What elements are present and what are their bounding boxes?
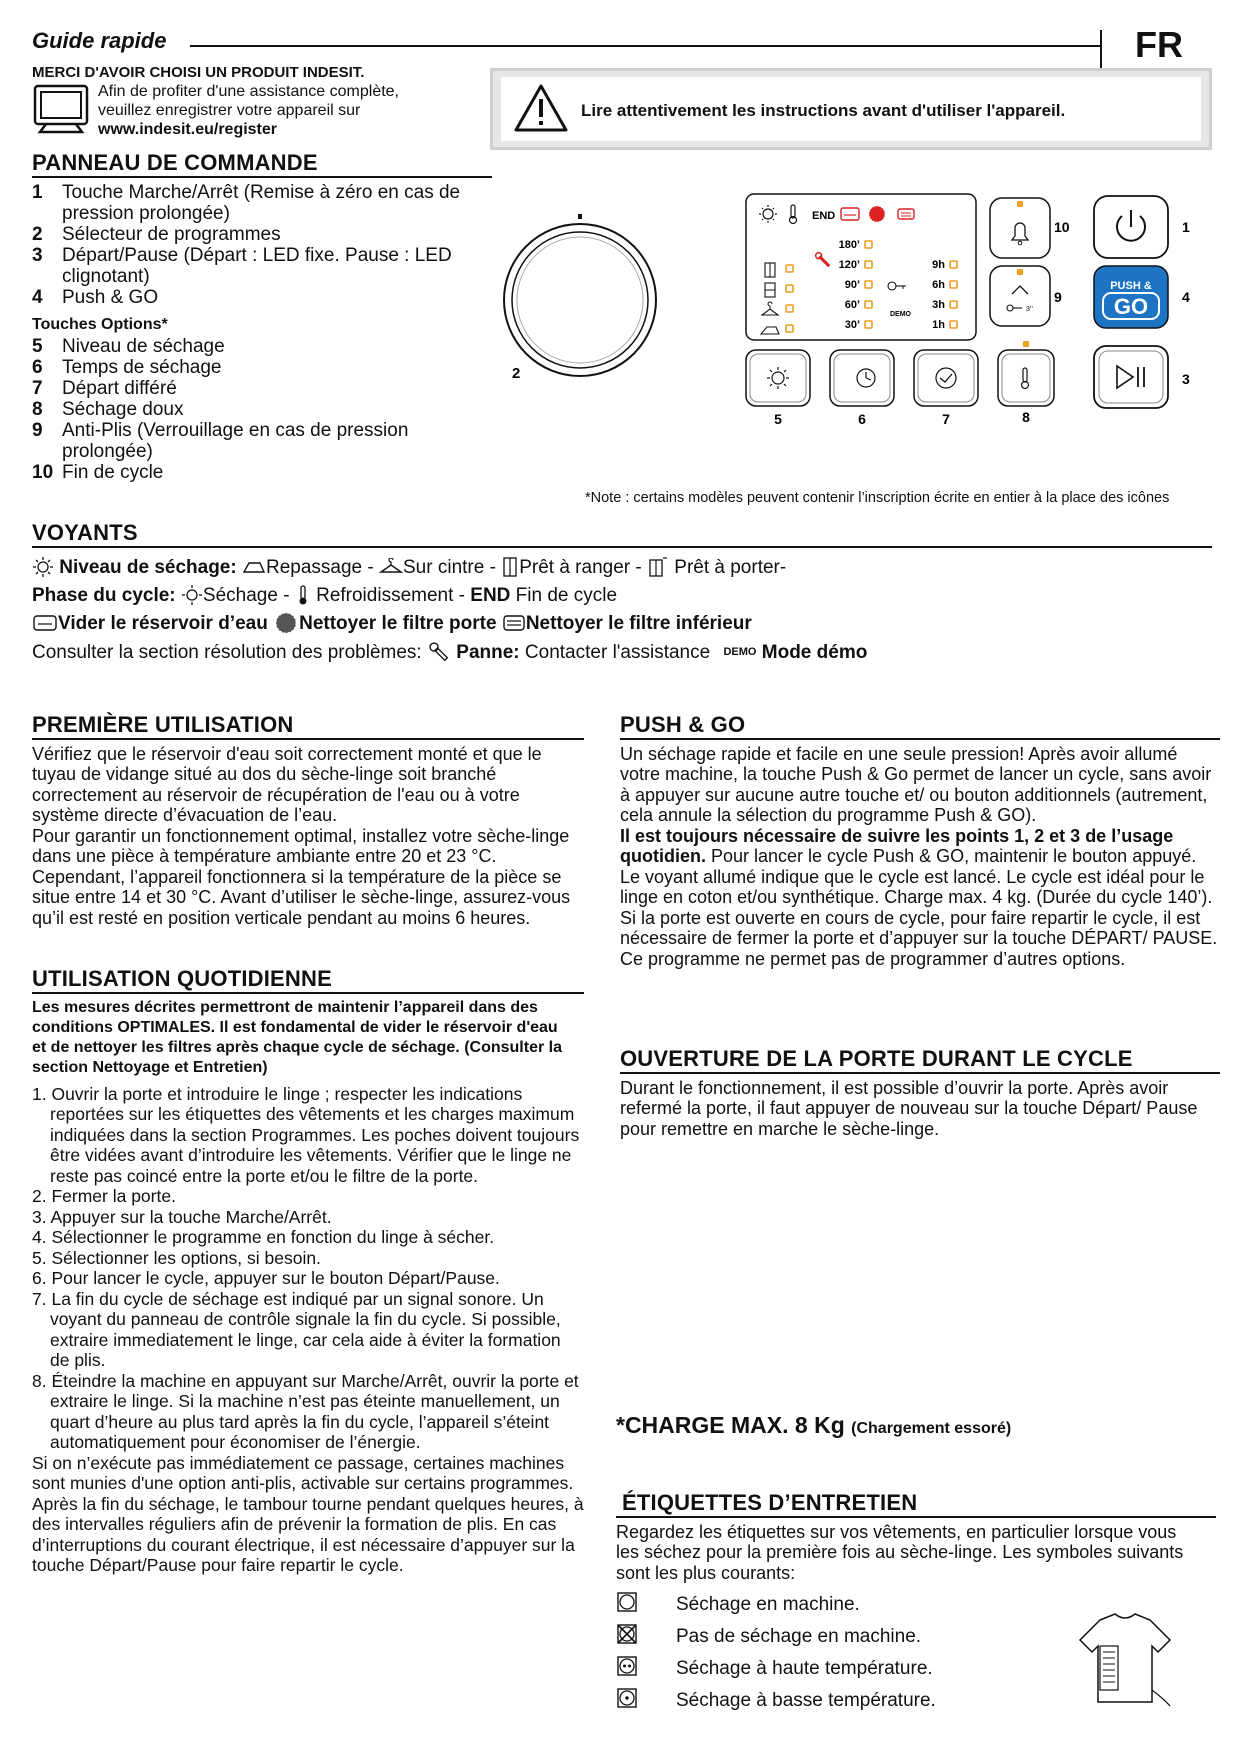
- end-of-cycle-button[interactable]: [990, 198, 1050, 258]
- voyant-ironing: Repassage -: [265, 556, 374, 578]
- delay-start-button[interactable]: [914, 350, 978, 406]
- premiere-title: PREMIÈRE UTILISATION: [32, 712, 294, 737]
- warning-text: Lire attentivement les instructions avant d'utiliser l'appareil.: [581, 101, 1066, 120]
- callout-1: 1: [1182, 219, 1190, 235]
- panne-label: Panne:: [456, 641, 520, 663]
- low-temp-dry-icon: [616, 1687, 638, 1709]
- tumble-dry-icon: [616, 1591, 638, 1613]
- ready-to-wear-icon: [647, 556, 669, 578]
- quotidienne-rule: [32, 992, 584, 994]
- porte-title: OUVERTURE DE LA PORTE DURANT LE CYCLE: [620, 1046, 1133, 1071]
- list-item: 3. Appuyer sur la touche Marche/Arrêt.: [32, 1206, 332, 1227]
- drying-icon: [181, 584, 203, 606]
- register-line-1: Afin de profiter d'une assistance complète,: [98, 83, 399, 100]
- end-indicator: END: [812, 210, 836, 222]
- page-title: Guide rapide: [32, 28, 167, 53]
- voyant-wear: Prêt à porter-: [674, 556, 787, 578]
- list-item: 7 Départ différé: [32, 377, 177, 399]
- list-item: 5 Niveau de séchage: [32, 335, 225, 357]
- voyant-store: Prêt à ranger -: [519, 556, 642, 578]
- quotidienne-outro: Si on n’exécute pas immédiatement ce passage, certaines machines sont munies d'une option anti-plis, activable sur certains programmes. Après la fin du séchage, le tambour tourne pendant quelques heures, à des intervalles réguliers afin de prévenir la formation de plis. En cas d’interruptions du courant électrique, il est nécessaire d’appuyer sur la touche Départ/Pause pour faire repartir le cycle.: [32, 1452, 584, 1575]
- end-tag: END: [470, 584, 511, 606]
- callout-3: 3: [1182, 371, 1190, 387]
- ready-to-store-icon: [501, 556, 519, 578]
- list-item: 4. Sélectionner le programme en fonction du linge à sécher.: [32, 1227, 495, 1247]
- wrench-icon: [427, 640, 451, 664]
- porte-p: Durant le fonctionnement, il est possible d’ouvrir la porte. Après avoir refermé la porte, il faut appuyer de nouveau sur la touche Départ/ Pause pour remettre en marche le sèche-linge.: [620, 1077, 1198, 1139]
- callout-9: 9: [1054, 289, 1062, 305]
- start-pause-button[interactable]: [1094, 346, 1168, 408]
- premiere-p1: Vérifiez que le réservoir d'eau soit correctement monté et que le tuyau de vidange situé au dos du sèche-linge soit branché correctement au réservoir de récupération de l'eau ou à votre système directe d’évacuation de l’eau.: [32, 743, 542, 825]
- voyant-end: Fin de cycle: [515, 584, 618, 606]
- time-180: 180’: [838, 239, 860, 251]
- quotidienne-intro: Les mesures décrites permettront de maintenir l’appareil dans des conditions OPTIMALES. Il est fondamental de vider le réservoir d'eau et de nettoyer les filtres après chaque cycle de séchage. (Consulter la section Nettoyage et Entretien): [32, 998, 562, 1076]
- voyants-line-4: [32, 638, 1212, 667]
- list-item: 2. Fermer la porte.: [32, 1186, 176, 1206]
- list-item: Séchage à basse température.: [616, 1685, 1216, 1717]
- hour-9: 9h: [932, 259, 945, 271]
- quotidienne-steps: [32, 1084, 584, 1453]
- list-item: 7. La fin du cycle de séchage est indiqué par un signal sonore. Un voyant du panneau de contrôle signale la fin du cycle. Si possible, extraire immediatement le linge, car cela aide à éviter la formation de plis.: [32, 1288, 561, 1370]
- water-tank-icon: [32, 614, 58, 632]
- premiere-rule: [32, 738, 584, 740]
- etiquettes-p: Regardez les étiquettes sur vos vêtements, en particulier lorsque vous les séchez pour la première fois au sèche-linge. Les symboles suivants sont les plus courants:: [616, 1521, 1184, 1583]
- max-load-sub: (Chargement essoré): [851, 1420, 1012, 1437]
- push-and-go-button[interactable]: [1094, 266, 1168, 328]
- voyant-hanger: Sur cintre -: [403, 556, 496, 578]
- quotidienne-section: [32, 966, 584, 1576]
- voyants-line-2: [32, 582, 1212, 610]
- list-item: 5. Sélectionner les options, si besoin.: [32, 1247, 321, 1268]
- voyant-lower-filter: Nettoyer le filtre inférieur: [525, 612, 752, 634]
- hour-3: 3h: [932, 299, 945, 311]
- register-block: [98, 82, 399, 139]
- hour-6: 6h: [932, 279, 945, 291]
- iron-icon: [242, 558, 266, 576]
- voyants-section: [32, 520, 1212, 667]
- list-item: 1 Touche Marche/Arrêt (Remise à zéro en cas de pression prolongée): [32, 181, 461, 224]
- callout-10: 10: [1054, 219, 1070, 235]
- voyant-drying: Séchage -: [202, 584, 290, 606]
- door-filter-icon: [869, 206, 885, 222]
- callout-5: 5: [774, 411, 782, 427]
- door-filter-icon: [273, 611, 299, 635]
- header-separator: [1100, 30, 1102, 70]
- demo-tag: DEMO: [723, 645, 757, 658]
- pushgo-p1: Un séchage rapide et facile en une seule pression! Après avoir allumé votre machine, la touche Push & Go permet de lancer un cycle, sans avoir à appuyer sur aucune autre touche et/ ou bouton additionnels (autrement, cela annule la sélection du programme Push & GO).: [620, 743, 1212, 825]
- demo-mode-label: Mode démo: [761, 641, 868, 663]
- anti-crease-button[interactable]: [990, 266, 1050, 326]
- tshirt-label-icon: [1070, 1610, 1180, 1710]
- hanger-icon: [379, 558, 403, 576]
- pushgo-p3: Si la porte est ouverte en cours de cycle, pour faire repartir le cycle, il est nécessaire de fermer la porte et d’appuyer sur la touche DÉPART/ PAUSE. Ce programme ne permet pas de programmer d’autres options.: [620, 907, 1218, 969]
- voyants-line-3: [32, 610, 1212, 638]
- language-code: FR: [1135, 24, 1183, 65]
- porte-rule: [620, 1072, 1220, 1074]
- list-item: 6 Temps de séchage: [32, 356, 222, 378]
- icons-note: *Note : certains modèles peuvent contenir l’inscription écrite en entier à la place des icônes: [585, 490, 1170, 506]
- callout-4: 4: [1182, 289, 1190, 305]
- monitor-icon: [32, 84, 90, 134]
- pushgo-p2-bold: Il est toujours nécessaire de suivre les points 1, 2 et 3 de l’usage quotidien.: [620, 825, 1174, 866]
- options-list: [32, 336, 492, 483]
- no-tumble-dry-icon: [616, 1623, 638, 1645]
- max-load: [616, 1412, 1011, 1439]
- lower-filter-icon: [502, 614, 526, 632]
- voyants-line-1: [32, 554, 1212, 582]
- push-go-top-label: PUSH &: [1110, 280, 1152, 292]
- list-item: 2 Sélecteur de programmes: [32, 223, 281, 245]
- quotidienne-title: UTILISATION QUOTIDIENNE: [32, 966, 332, 991]
- voyants-title: VOYANTS: [32, 520, 138, 545]
- time-120: 120’: [838, 259, 860, 271]
- time-60: 60’: [844, 299, 860, 311]
- header-rule: [190, 45, 1100, 47]
- warning-box: [490, 68, 1212, 150]
- premiere-p2: Pour garantir un fonctionnement optimal, installez votre sèche-linge dans une pièce à température ambiante entre 20 et 23 °C. Cependant, l’appareil fonctionnera si la température de la pièce se situe entre 14 et 30 °C. Avant d’utiliser le sèche-linge, assurez-vous qu’il est resté en position verticale pendant au moins 6 heures.: [32, 825, 571, 928]
- power-button[interactable]: [1094, 196, 1168, 258]
- contact-support-text: Contacter l'assistance: [524, 641, 711, 663]
- cooling-icon: [295, 584, 311, 606]
- drying-time-button[interactable]: [830, 350, 894, 406]
- list-item: 4 Push & GO: [32, 286, 159, 308]
- drying-icon: [32, 556, 54, 578]
- push-go-bottom-label: GO: [1113, 294, 1149, 319]
- voyant-door-filter: Nettoyer le filtre porte: [299, 612, 497, 634]
- premiere-section: [32, 712, 584, 928]
- pushgo-p2-rest: Pour lancer le cycle Push & GO, maintenir le bouton appuyé. Le voyant allumé indique que le cycle est lancé. Le cycle est idéal pour le linge en coton et/ou synthétique. Charge max. 4 kg. (Durée du cycle 140’).: [620, 846, 1213, 907]
- list-item: 6. Pour lancer le cycle, appuyer sur le bouton Départ/Pause.: [32, 1268, 500, 1288]
- troubleshooting-text: Consulter la section résolution des problèmes:: [32, 641, 422, 663]
- callout-7: 7: [942, 411, 950, 427]
- dryness-level-label: Niveau de séchage:: [59, 556, 237, 578]
- hour-1: 1h: [932, 319, 945, 331]
- list-item: Pas de séchage en machine.: [616, 1621, 1216, 1653]
- callout-8: 8: [1022, 409, 1030, 425]
- demo-indicator: DEMO: [890, 311, 911, 318]
- list-item: Séchage à haute température.: [616, 1653, 1216, 1685]
- pushgo-section: [620, 712, 1220, 969]
- list-item: 3 Départ/Pause (Départ : LED fixe. Pause : LED clignotant): [32, 244, 452, 287]
- voyant-cooling: Refroidissement -: [316, 584, 465, 606]
- register-line-2: veuillez enregistrer votre appareil sur: [98, 102, 361, 119]
- voyants-rule: [32, 546, 1212, 548]
- pushgo-rule: [620, 738, 1220, 740]
- list-item: 9 Anti-Plis (Verrouillage en cas de pression prolongée): [32, 419, 409, 462]
- high-temp-dry-icon: [616, 1655, 638, 1677]
- max-load-main: *CHARGE MAX. 8 Kg: [616, 1412, 845, 1438]
- list-item: Séchage en machine.: [616, 1589, 1216, 1621]
- voyant-empty-tank: Vider le réservoir d’eau: [58, 612, 268, 634]
- callout-6: 6: [858, 411, 866, 427]
- options-title: Touches Options*: [32, 315, 168, 333]
- porte-section: [620, 1046, 1220, 1139]
- etiquettes-rule: [616, 1516, 1216, 1518]
- panneau-section: [32, 150, 492, 483]
- pushgo-p2: [620, 826, 1220, 908]
- list-item: 8. Éteindre la machine en appuyant sur Marche/Arrêt, ouvrir la porte et extraire le linge. Si la machine n’est pas éteinte manuellement, un quart d’heure au plus tard après la fin du cycle, l’appareil s’éteint automatiquement pour économiser de l’énergie.: [32, 1370, 579, 1452]
- display-panel: [746, 194, 976, 340]
- panneau-rule: [32, 176, 492, 178]
- warning-triangle-icon: [513, 83, 569, 133]
- callout-2: 2: [512, 365, 521, 382]
- pushgo-title: PUSH & GO: [620, 712, 746, 737]
- list-item: 1. Ouvrir la porte et introduire le linge ; respecter les indications reportées sur les étiquettes des vêtements et les charges maximum indiquées dans la section Programmes. Les poches doivent toujours être vidées avant d’introduire les vêtements. Vérifier que le linge ne reste pas coincé entre la porte et/ou le filtre de la porte.: [32, 1083, 580, 1186]
- etiquettes-title: ÉTIQUETTES D’ENTRETIEN: [622, 1490, 918, 1515]
- register-url[interactable]: www.indesit.eu/register: [98, 121, 278, 138]
- panneau-list: [32, 182, 492, 308]
- dryness-level-button[interactable]: [746, 350, 810, 406]
- program-selector-knob[interactable]: [504, 214, 656, 376]
- thanks-text: MERCI D'AVOIR CHOISI UN PRODUIT INDESIT.: [32, 64, 365, 81]
- time-30: 30’: [844, 319, 860, 331]
- panneau-title: PANNEAU DE COMMANDE: [32, 150, 318, 175]
- list-item: 10 Fin de cycle: [32, 461, 164, 483]
- control-panel-diagram: [480, 190, 1240, 450]
- list-item: 8 Séchage doux: [32, 398, 184, 420]
- cycle-phase-label: Phase du cycle:: [32, 584, 176, 606]
- gentle-drying-button[interactable]: [998, 341, 1054, 406]
- lock-3s-label: 3’’: [1026, 306, 1033, 313]
- time-90: 90’: [844, 279, 860, 291]
